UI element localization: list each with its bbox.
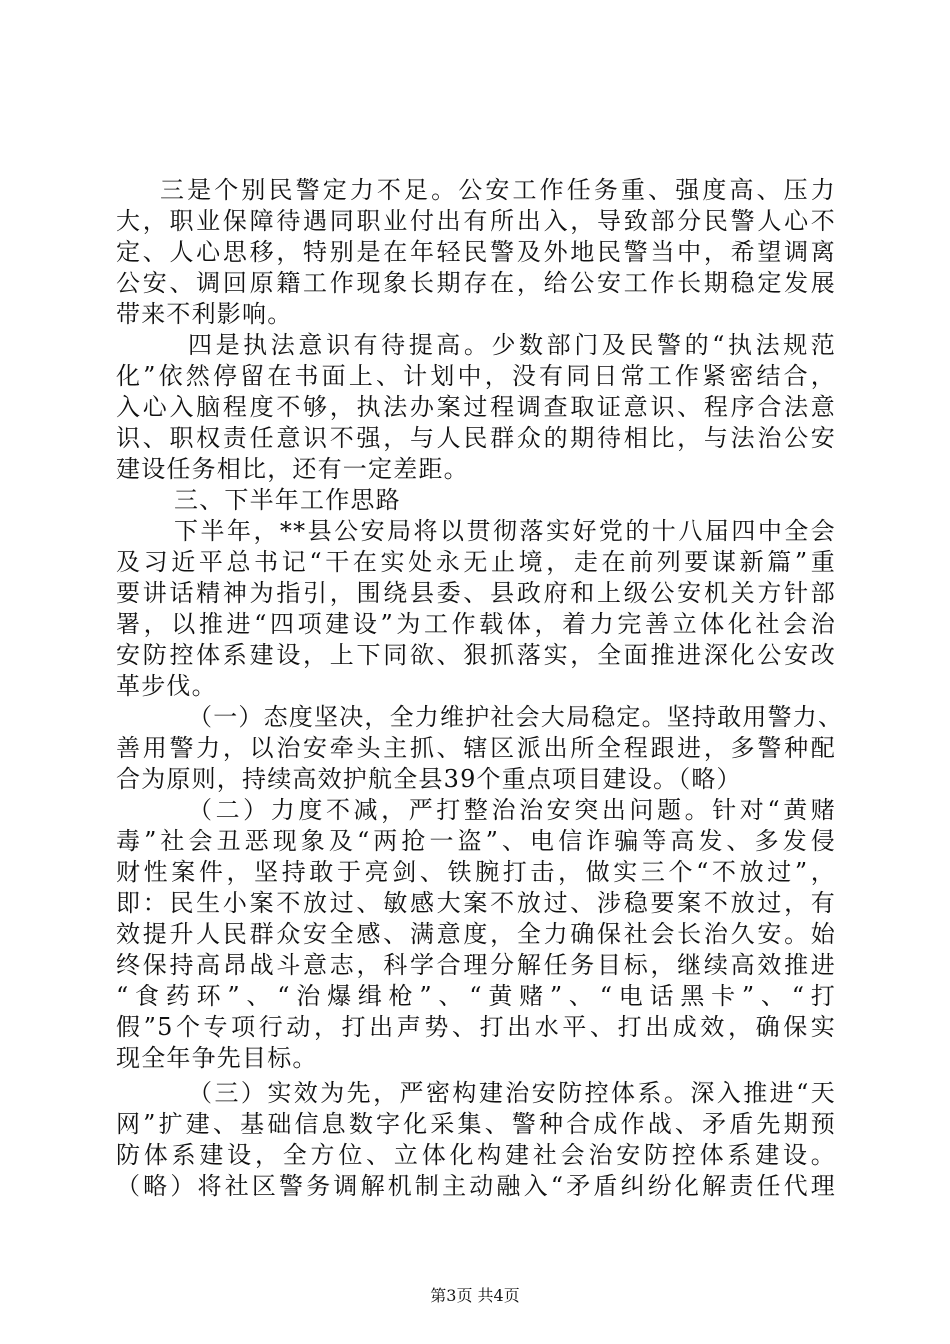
text-line: 财性案件，坚持敢于亮剑、铁腕打击，做实三个“不放过”， (116, 858, 836, 886)
text-line: “食药环”、“治爆缉枪”、“黄赌”、“电话黑卡”、“打 (116, 982, 836, 1010)
text-line: 假”5个专项行动，打出声势、打出水平、打出成效，确保实 (116, 1013, 836, 1041)
text-line: 定、人心思移，特别是在年轻民警及外地民警当中，希望调离 (116, 238, 836, 266)
text-line: 化”依然停留在书面上、计划中，没有同日常工作紧密结合， (116, 362, 836, 390)
text-line: 带来不利影响。 (116, 300, 293, 328)
text-line: （三）实效为先，严密构建治安防控体系。深入推进“天 (188, 1079, 836, 1107)
text-line: （二）力度不减，严打整治治安突出问题。针对“黄赌 (188, 796, 836, 824)
text-line: （一）态度坚决，全力维护社会大局稳定。坚持敢用警力、 (188, 703, 844, 731)
text-line: 安防控体系建设，上下同欲、狠抓落实，全面推进深化公安改 (116, 641, 836, 669)
text-line: 下半年，**县公安局将以贯彻落实好党的十八届四中全会 (174, 517, 836, 545)
text-line: 入心入脑程度不够，执法办案过程调查取证意识、程序合法意 (116, 393, 836, 421)
text-line: 即：民生小案不放过、敏感大案不放过、涉稳要案不放过，有 (116, 889, 836, 917)
text-line: 及习近平总书记“干在实处永无止境，走在前列要谋新篇”重 (116, 548, 836, 576)
text-line: 终保持高昂战斗意志，科学合理分解任务目标，继续高效推进 (116, 951, 836, 979)
text-line: 四是执法意识有待提高。少数部门及民警的“执法规范 (188, 331, 836, 359)
text-line: 识、职权责任意识不强，与人民群众的期待相比，与法治公安 (116, 424, 836, 452)
page-footer: 第3页 共4页 (430, 1286, 520, 1305)
text-line: 网”扩建、基础信息数字化采集、警种合成作战、矛盾先期预 (116, 1110, 836, 1138)
text-line: 效提升人民群众安全感、满意度，全力确保社会长治久安。始 (116, 920, 836, 948)
text-line: 革步伐。 (116, 672, 217, 700)
text-line: （略）将社区警务调解机制主动融入“矛盾纠纷化解责任代理 (116, 1172, 836, 1200)
text-line: 署，以推进“四项建设”为工作载体，着力完善立体化社会治 (116, 610, 836, 638)
text-line: 大，职业保障待遇同职业付出有所出入，导致部分民警人心不 (116, 207, 836, 235)
text-line: 善用警力，以治安牵头主抓、辖区派出所全程跟进，多警种配 (116, 734, 836, 762)
text-line: 公安、调回原籍工作现象长期存在，给公安工作长期稳定发展 (116, 269, 836, 297)
text-line: 现全年争先目标。 (116, 1044, 318, 1072)
text-line: 防体系建设，全方位、立体化构建社会治安防控体系建设。 (116, 1141, 836, 1169)
text-line: 要讲话精神为指引，围绕县委、县政府和上级公安机关方针部 (116, 579, 836, 607)
section-heading: 三、下半年工作思路 (174, 486, 401, 514)
text-line: 建设任务相比，还有一定差距。 (116, 455, 469, 483)
text-line: 毒”社会丑恶现象及“两抢一盗”、电信诈骗等高发、多发侵 (116, 827, 836, 855)
text-line: 合为原则，持续高效护航全县39个重点项目建设。（略） (116, 765, 742, 793)
text-line: 三是个别民警定力不足。公安工作任务重、强度高、压力 (160, 176, 836, 204)
